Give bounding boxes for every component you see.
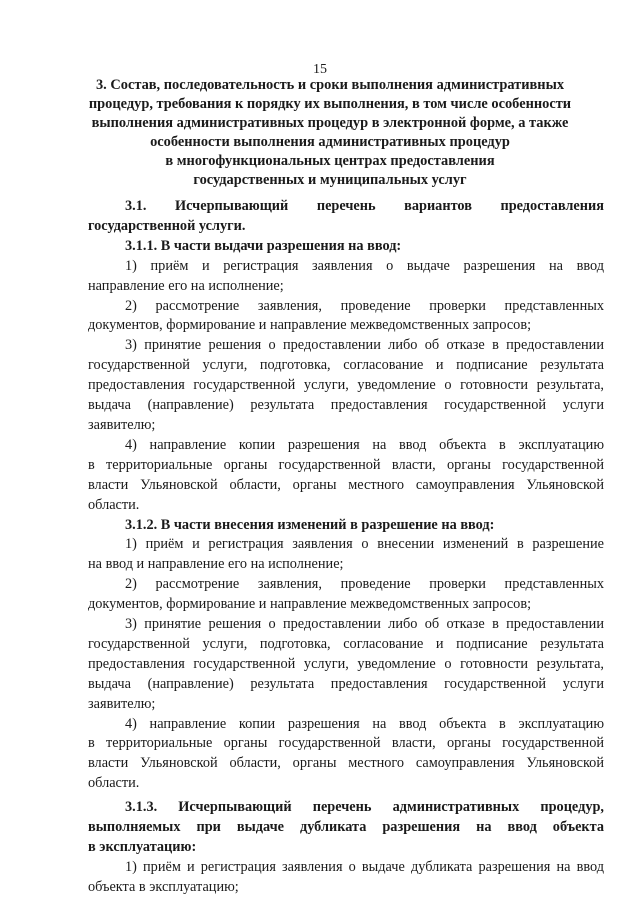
- text-line: выдача (направление) результата предоставления государственной услуги: [88, 397, 604, 414]
- text-line: 3.1. Исчерпывающий перечень вариантов предоставления: [125, 198, 604, 214]
- text-line: области.: [88, 496, 140, 513]
- text-line: на ввод и направление его на исполнение;: [88, 556, 344, 573]
- subsection-title-3-1-1: [88, 237, 604, 257]
- text-line: выдача (направление) результата предоставления государственной услуги: [88, 675, 604, 692]
- text-line: объекта в эксплуатацию;: [88, 878, 239, 895]
- document-body: [88, 197, 604, 898]
- text-line: предоставления государственной услуги, уведомление о готовности результата,: [88, 377, 604, 394]
- text-line: направление его на исполнение;: [88, 277, 284, 294]
- subsection-title-3-1-2: [88, 516, 604, 536]
- text-line: власти Ульяновской области, органы местного самоуправления Ульяновской: [88, 755, 604, 772]
- text-line: государственной услуги.: [88, 217, 246, 234]
- text-line: государственной услуги, подготовка, согласование и подписание результата: [88, 357, 604, 374]
- text-line: документов, формирование и направление межведомственных запросов;: [88, 596, 532, 613]
- section-heading: [70, 76, 590, 190]
- text-line: области.: [88, 775, 140, 792]
- paragraph-3-1: [88, 197, 604, 237]
- list-item: [88, 336, 604, 436]
- list-item: [88, 615, 604, 715]
- text-line: государственной услуги, подготовка, согласование и подписание результата: [88, 635, 604, 652]
- text-line: 3.1.3. Исчерпывающий перечень административных процедур,: [125, 799, 604, 816]
- heading-line: особенности выполнения административных процедур: [150, 134, 510, 150]
- text-line: в эксплуатацию:: [88, 839, 197, 855]
- heading-line: в многофункциональных центрах предоставления: [165, 153, 495, 169]
- text-line: заявителю;: [88, 695, 156, 712]
- page-number: 15: [313, 62, 327, 77]
- text-line: 3.1.1. В части выдачи разрешения на ввод:: [125, 237, 402, 254]
- text-line: выполняемых при выдаче дубликата разрешения на ввод объекта: [88, 819, 604, 836]
- text-line: 1) приём и регистрация заявления о выдаче дубликата разрешения на ввод: [125, 858, 604, 875]
- heading-line: процедур, требования к порядку их выполнения, в том числе особенности: [88, 96, 572, 112]
- subsection-title-3-1-3: [88, 798, 604, 858]
- list-item: [88, 575, 604, 615]
- list-item: [88, 436, 604, 516]
- list-item: [88, 297, 604, 337]
- text-line: 3.1.2. В части внесения изменений в разрешение на ввод:: [125, 516, 495, 533]
- text-line: предоставления государственной услуги, уведомление о готовности результата,: [88, 655, 604, 672]
- text-line: власти Ульяновской области, органы местного самоуправления Ульяновской: [88, 476, 604, 493]
- heading-line: 3. Состав, последовательность и сроки выполнения административных: [95, 77, 565, 93]
- text-line: 3) принятие решения о предоставлении либо об отказе в предоставлении: [125, 337, 604, 354]
- text-line: в территориальные органы государственной власти, органы государственной: [88, 456, 604, 473]
- list-item: [88, 257, 604, 297]
- text-line: заявителю;: [88, 416, 156, 433]
- text-line: 4) направление копии разрешения на ввод объекта в эксплуатацию: [125, 436, 604, 453]
- heading-line: выполнения административных процедур в электронной форме, а также: [91, 115, 569, 131]
- text-line: 3) принятие решения о предоставлении либо об отказе в предоставлении: [125, 616, 604, 633]
- text-line: 2) рассмотрение заявления, проведение проверки представленных: [125, 576, 604, 593]
- text-line: в территориальные органы государственной власти, органы государственной: [88, 735, 604, 752]
- text-line: документов, формирование и направление межведомственных запросов;: [88, 317, 532, 334]
- list-item: [88, 858, 604, 898]
- list-item: [88, 715, 604, 795]
- text-line: 1) приём и регистрация заявления о внесении изменений в разрешение: [125, 536, 604, 553]
- text-line: 2) рассмотрение заявления, проведение проверки представленных: [125, 297, 604, 314]
- list-item: [88, 535, 604, 575]
- text-line: 1) приём и регистрация заявления о выдаче разрешения на ввод: [125, 257, 604, 274]
- text-line: 4) направление копии разрешения на ввод объекта в эксплуатацию: [125, 715, 604, 732]
- heading-line: государственных и муниципальных услуг: [193, 172, 467, 188]
